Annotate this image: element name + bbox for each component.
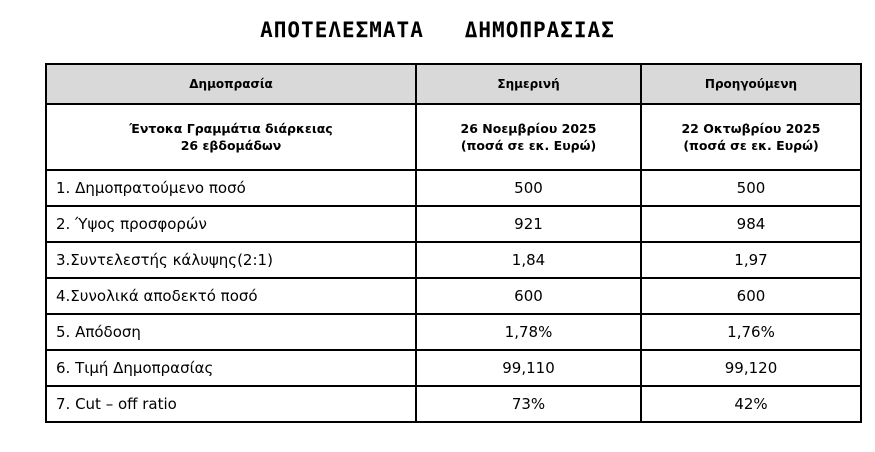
header-current: Σημερινή — [416, 64, 641, 104]
row-label: 1. Δημοπρατούμενο ποσό — [46, 170, 416, 206]
row-current-value: 1,78% — [416, 314, 641, 350]
table-row — [46, 350, 861, 386]
subheader-previous-date — [641, 104, 861, 170]
instrument-line-2: 26 εβδομάδων — [180, 138, 282, 153]
page-title: ΑΠΟΤΕΛΕΣΜΑΤΑ ΔΗΜΟΠΡΑΣΙΑΣ — [260, 18, 615, 42]
subheader-current-date — [416, 104, 641, 170]
header-auction: Δημοπρασία — [46, 64, 416, 104]
table-row — [46, 170, 861, 206]
instrument-line-1: Έντοκα Γραμμάτια διάρκειας — [129, 121, 333, 136]
table-header-row — [46, 64, 861, 104]
table-row — [46, 314, 861, 350]
row-current-value: 73% — [416, 386, 641, 422]
row-label: 3.Συντελεστής κάλυψης(2:1) — [46, 242, 416, 278]
previous-units: (ποσά σε εκ. Ευρώ) — [683, 138, 819, 153]
row-current-value: 600 — [416, 278, 641, 314]
row-previous-value: 99,120 — [641, 350, 861, 386]
row-previous-value: 1,97 — [641, 242, 861, 278]
current-units: (ποσά σε εκ. Ευρώ) — [460, 138, 597, 153]
row-current-value: 500 — [416, 170, 641, 206]
row-current-value: 99,110 — [416, 350, 641, 386]
current-date: 26 Νοεμβρίου 2025 — [460, 121, 597, 136]
auction-results-table — [45, 63, 862, 423]
header-previous: Προηγούμενη — [641, 64, 861, 104]
table-row — [46, 278, 861, 314]
row-previous-value: 984 — [641, 206, 861, 242]
row-previous-value: 1,76% — [641, 314, 861, 350]
row-previous-value: 500 — [641, 170, 861, 206]
subheader-instrument — [46, 104, 416, 170]
table-row — [46, 386, 861, 422]
row-current-value: 921 — [416, 206, 641, 242]
row-current-value: 1,84 — [416, 242, 641, 278]
row-previous-value: 42% — [641, 386, 861, 422]
row-label: 2. Ύψος προσφορών — [46, 206, 416, 242]
table-row — [46, 242, 861, 278]
previous-date: 22 Οκτωβρίου 2025 — [681, 121, 821, 136]
table-subheader-row — [46, 104, 861, 170]
row-label: 5. Απόδοση — [46, 314, 416, 350]
row-label: 6. Τιμή Δημοπρασίας — [46, 350, 416, 386]
row-label: 7. Cut – off ratio — [46, 386, 416, 422]
table-row — [46, 206, 861, 242]
row-previous-value: 600 — [641, 278, 861, 314]
row-label: 4.Συνολικά αποδεκτό ποσό — [46, 278, 416, 314]
